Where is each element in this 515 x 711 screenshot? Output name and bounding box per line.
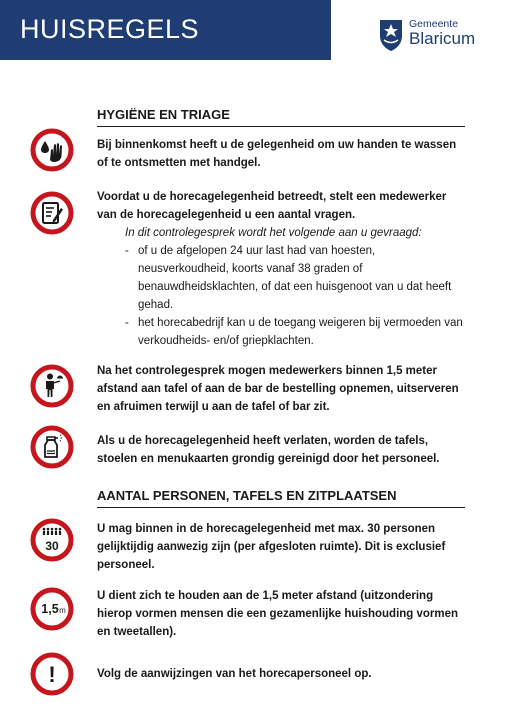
rule-distance: U dient zich te houden aan de 1,5 meter afstand (uitzondering hierop vormen mensen die een gezamenlijke huishouding vormen en tweetallen). [97, 590, 459, 638]
rule-questions-text: Voordat u de horecagelegenheid betreedt, stelt een medewerker van de horecagelegenheid u een aantal vragen. [97, 191, 447, 221]
spray-bottle-icon [30, 425, 74, 469]
logo-subtitle: Gemeente [409, 18, 459, 30]
shield-crest-icon [378, 18, 404, 52]
rule-service: Na het controlegesprek mogen medewerkers binnen 1,5 meter afstand aan tafel of aan de bar de bestelling opnemen, uitserveren en afruimen terwijl u aan de tafel of bar zit. [97, 365, 459, 413]
municipality-logo [378, 18, 498, 52]
rule-staff: Volg de aanwijzingen van het horecapersoneel op. [97, 668, 372, 680]
exclamation-icon [30, 652, 74, 696]
questionnaire-icon [30, 191, 74, 235]
section-heading-hygiene: HYGIËNE EN TRIAGE [97, 107, 465, 127]
distance-number: 1,5 [41, 602, 59, 616]
header-banner [0, 0, 331, 60]
rule-questions-intro: In dit controlegesprek wordt het volgende aan u gevraagd: [125, 227, 422, 239]
question-list [125, 242, 469, 350]
waiter-icon [30, 364, 74, 408]
rule-capacity-text: U mag binnen in de horecagelegenheid met max. 30 personen gelijktijdig aanwezig zijn (per afgesloten ruimte). Dit is exclusief personeel. [97, 523, 446, 571]
list-item: - het horecabedrijf kan u de toegang weigeren bij vermoeden van verkoudheids- en/of griepklachten. [125, 314, 469, 350]
list-item: - of u de afgelopen 24 uur last had van hoesten, neusverkoudheid, koorts vanaf 38 graden of benauwdheidsklachten, of dat een huisgenoot van u dat heeft gehad. [125, 242, 469, 314]
capacity-30-icon [30, 518, 74, 562]
section-heading-capacity: AANTAL PERSONEN, TAFELS EN ZITPLAATSEN [97, 488, 465, 508]
handwash-icon [30, 128, 74, 172]
rule-handwash: Bij binnenkomst heeft u de gelegenheid om uw handen te wassen of te ontsmetten met handgel. [97, 139, 457, 169]
rule-questions [97, 188, 469, 350]
logo-name: Blaricum [409, 29, 476, 48]
page-title: HUISREGELS [20, 14, 200, 44]
rule-cleaning: Als u de horecagelegenheid heeft verlaten, worden de tafels, stoelen en menukaarten grondig gereinigd door het personeel. [97, 435, 440, 465]
attention-mark: ! [48, 662, 56, 687]
distance-unit: m [59, 606, 66, 615]
distance-icon [30, 587, 74, 631]
rule-capacity [97, 520, 469, 574]
capacity-number: 30 [45, 539, 59, 553]
